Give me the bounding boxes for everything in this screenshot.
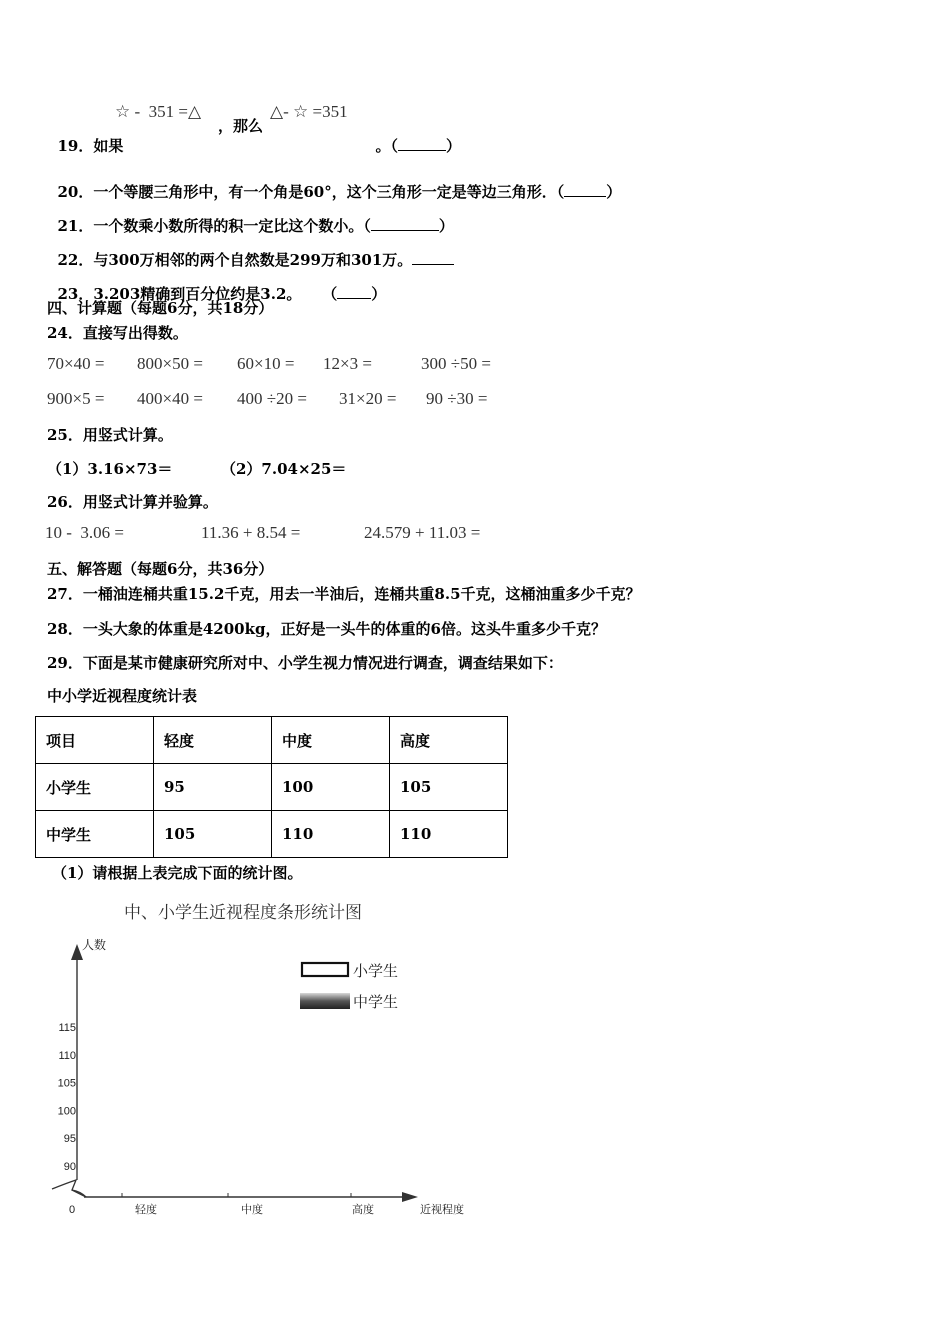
q19-number: 19． — [57, 137, 94, 155]
answer-blank[interactable] — [412, 250, 454, 265]
table-cell: 中学生 — [36, 811, 154, 858]
question-19 — [47, 116, 123, 156]
table-title: 中小学近视程度统计表 — [47, 687, 198, 705]
y-axis-label: 人数 — [82, 938, 107, 952]
table-row — [36, 717, 508, 764]
table-cell: 110 — [272, 811, 390, 858]
legend-label: 中学生 — [353, 993, 399, 1011]
answer-blank[interactable] — [337, 284, 371, 299]
table-cell: 100 — [272, 764, 390, 811]
x-tick-label: 轻度 — [135, 1204, 157, 1216]
q25-item-2: （2）7.04×25＝ — [221, 460, 347, 478]
question-24-title: 24．直接写出得数。 — [47, 324, 188, 342]
table-cell: 110 — [390, 811, 508, 858]
q24-item: 12×3 = — [323, 354, 372, 373]
question-20: 20．一个等腰三角形中，有一个角是60°，这个三角形一定是等边三角形．（ ） — [57, 183, 622, 201]
y-tick-label: 105 — [57, 1077, 76, 1090]
section-5-title: 五、解答题（每题6分，共36分） — [47, 560, 274, 578]
legend-swatch-primary — [302, 963, 348, 976]
answer-blank[interactable] — [371, 216, 439, 231]
question-29: 29．下面是某市健康研究所对中、小学生视力情况进行调查，调查结果如下： — [47, 654, 563, 672]
question-22: 22．与300万相邻的两个自然数是299万和301万。 — [47, 230, 454, 270]
table-cell: 95 — [154, 764, 272, 811]
q26-item-2: 11.36 + 8.54 = — [201, 523, 301, 542]
chart-title: 中、小学生近视程度条形统计图 — [124, 903, 362, 923]
q19-middle-text: ，那么 — [218, 117, 264, 135]
answer-blank[interactable] — [398, 136, 446, 151]
table-cell: 中度 — [272, 717, 390, 764]
y-tick-label: 90 — [63, 1161, 76, 1173]
question-25-title: 25．用竖式计算。 — [47, 426, 173, 444]
bar-chart — [0, 930, 950, 1274]
q19-expression-1: ☆ - 351 =△ — [115, 102, 202, 121]
question-23: 23．3.203精确到百分位约是3.2。 （ ） — [57, 285, 387, 303]
q24-item: 800×50 = — [137, 354, 203, 373]
q24-item: 300 ÷50 = — [421, 354, 491, 373]
question-26-title: 26．用竖式计算并验算。 — [47, 493, 218, 511]
origin-label: 0 — [68, 1204, 76, 1216]
q19-answer: 。（ ） — [375, 137, 461, 155]
table-cell: 高度 — [390, 717, 508, 764]
legend-swatch-middle — [300, 993, 350, 1009]
x-tick-label: 中度 — [241, 1204, 263, 1216]
section-4-title: 四、计算题（每题6分，共18分） — [47, 299, 274, 317]
y-tick-label: 100 — [57, 1105, 76, 1118]
y-tick-label: 95 — [63, 1133, 76, 1146]
q24-item: 60×10 = — [237, 354, 295, 373]
q24-item: 900×5 = — [47, 389, 105, 408]
table-cell: 105 — [154, 811, 272, 858]
q29-sub-1: （1）请根据上表完成下面的统计图。 — [52, 864, 303, 882]
myopia-table — [35, 716, 508, 858]
q26-item-3: 24.579 + 11.03 = — [364, 523, 481, 542]
table-cell: 轻度 — [154, 717, 272, 764]
question-28: 28．一头大象的体重是4200kg，正好是一头牛的体重的6倍。这头牛重多少千克？ — [47, 620, 606, 638]
table-row — [36, 811, 508, 858]
x-tick-label: 高度 — [352, 1204, 374, 1216]
answer-blank[interactable] — [564, 182, 606, 197]
y-tick-label: 110 — [58, 1049, 76, 1062]
axis-break-segment — [72, 1190, 86, 1197]
table-cell: 105 — [390, 764, 508, 811]
q24-item: 31×20 = — [339, 389, 397, 408]
table-row — [36, 764, 508, 811]
q24-item: 400 ÷20 = — [237, 389, 307, 408]
x-axis-arrow — [402, 1192, 418, 1202]
y-tick-label: 115 — [58, 1022, 76, 1034]
axis-break — [52, 1170, 86, 1197]
q19-expression-2: △- ☆ =351 — [270, 102, 348, 121]
question-27: 27．一桶油连桶共重15.2千克，用去一半油后，连桶共重8.5千克，这桶油重多少千克？ — [47, 585, 641, 603]
question-21: 21．一个数乘小数所得的积一定比这个数小。（ ） — [57, 217, 454, 235]
table-cell: 项目 — [36, 717, 154, 764]
x-axis-label: 近视程度 — [420, 1204, 464, 1216]
q24-item: 70×40 = — [47, 354, 105, 373]
q25-item-1: （1）3.16×73＝ — [47, 460, 173, 478]
q24-item: 400×40 = — [137, 389, 203, 408]
q19-prefix: 如果 — [93, 137, 124, 155]
q26-item-1: 10 - 3.06 = — [45, 523, 124, 542]
legend-label: 小学生 — [353, 962, 399, 980]
q24-item: 90 ÷30 = — [426, 389, 488, 408]
table-cell: 小学生 — [36, 764, 154, 811]
